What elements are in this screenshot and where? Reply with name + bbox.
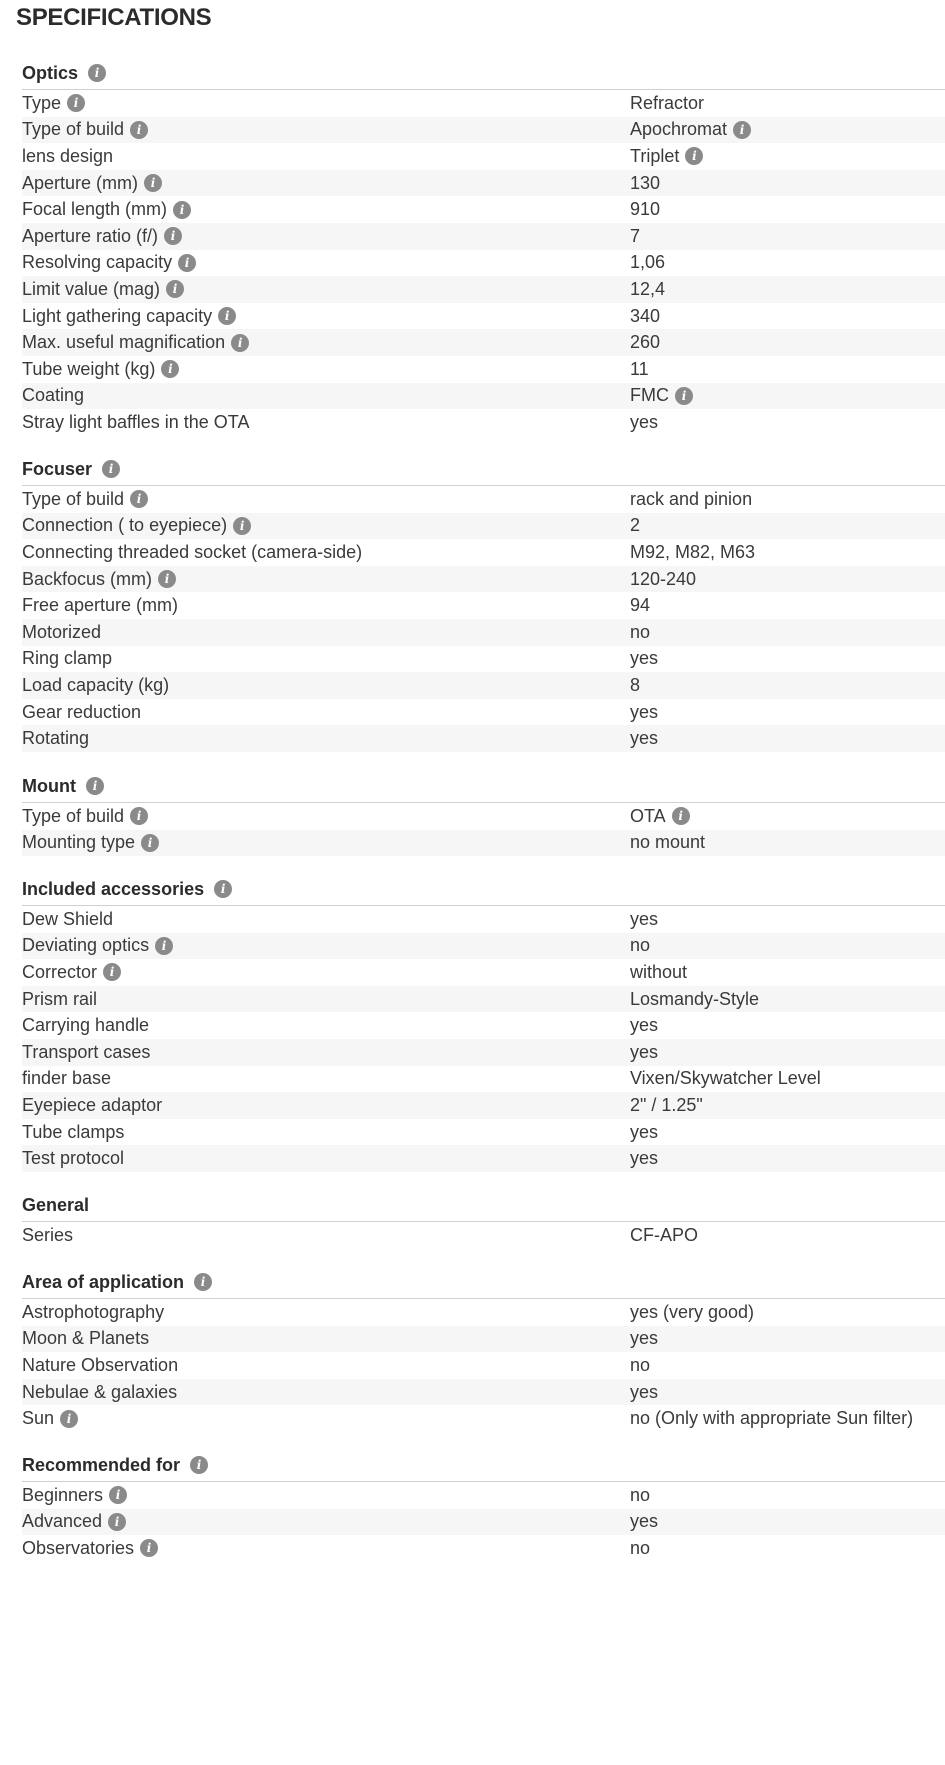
spec-row [22, 725, 945, 752]
spec-value-text: Apochromat [630, 119, 728, 140]
info-icon[interactable]: i [194, 1273, 212, 1291]
info-icon[interactable]: i [140, 1539, 158, 1557]
spec-row [22, 117, 945, 144]
section-heading [22, 1267, 212, 1297]
spec-value [630, 486, 752, 513]
spec-label-text: Light gathering capacity [22, 305, 213, 326]
spec-label [22, 699, 141, 726]
info-icon[interactable]: i [233, 517, 251, 535]
spec-label [22, 1039, 150, 1066]
spec-value-text: FMC [630, 385, 669, 406]
spec-value [630, 1222, 698, 1249]
spec-row [22, 1012, 945, 1039]
spec-label [22, 223, 182, 250]
section-heading-text: Optics [22, 62, 79, 83]
spec-value [630, 1299, 754, 1326]
spec-label-text: Deviating optics [22, 935, 150, 956]
info-icon[interactable]: i [109, 1486, 127, 1504]
spec-label-text: Ring clamp [22, 648, 113, 669]
spec-value [630, 90, 704, 117]
spec-value-text: 8 [630, 674, 641, 695]
spec-value [630, 250, 665, 277]
spec-label [22, 1379, 177, 1406]
spec-value [630, 986, 759, 1013]
info-icon[interactable]: i [178, 254, 196, 272]
spec-label-text: Moon & Planets [22, 1328, 150, 1349]
section-heading [22, 1450, 208, 1480]
section-heading [22, 771, 104, 801]
spec-value-text: no [630, 1537, 651, 1558]
spec-value [630, 592, 650, 619]
spec-rows [22, 803, 945, 856]
spec-value [630, 1405, 913, 1432]
info-icon[interactable]: i [67, 94, 85, 112]
info-icon[interactable]: i [161, 360, 179, 378]
spec-value [630, 276, 665, 303]
spec-value-text: 2" / 1.25" [630, 1094, 703, 1115]
spec-value-text: yes [630, 1511, 659, 1532]
info-icon[interactable]: i [102, 460, 120, 478]
spec-row [22, 1405, 945, 1432]
spec-row [22, 986, 945, 1013]
spec-row [22, 830, 945, 857]
spec-value [630, 619, 650, 646]
spec-row [22, 1299, 945, 1326]
spec-value-text: 340 [630, 305, 661, 326]
info-icon[interactable]: i [130, 121, 148, 139]
spec-label-text: Test protocol [22, 1148, 125, 1169]
spec-value [630, 196, 660, 223]
spec-label [22, 170, 162, 197]
info-icon[interactable]: i [166, 280, 184, 298]
spec-label [22, 143, 113, 170]
spec-label [22, 90, 85, 117]
spec-label [22, 513, 251, 540]
spec-label [22, 486, 148, 513]
spec-value [630, 830, 705, 857]
info-icon[interactable]: i [130, 490, 148, 508]
spec-label [22, 1535, 158, 1562]
info-icon[interactable]: i [158, 570, 176, 588]
spec-label-text: Type of build [22, 805, 125, 826]
spec-value-text: yes [630, 1381, 659, 1402]
spec-label [22, 672, 169, 699]
section-heading [22, 1190, 89, 1220]
info-icon[interactable]: i [231, 334, 249, 352]
spec-label [22, 409, 249, 436]
spec-label-text: Astrophotography [22, 1301, 165, 1322]
spec-value-text: 130 [630, 172, 661, 193]
spec-label-text: Focal length (mm) [22, 199, 168, 220]
info-icon[interactable]: i [173, 201, 191, 219]
spec-value [630, 1535, 650, 1562]
spec-rows [22, 486, 945, 752]
spec-rows [22, 1482, 945, 1562]
spec-label [22, 250, 196, 277]
info-icon[interactable]: i [218, 307, 236, 325]
spec-value-text: yes (very good) [630, 1301, 755, 1322]
spec-row [22, 356, 945, 383]
spec-label [22, 1066, 111, 1093]
spec-row [22, 1535, 945, 1562]
spec-label [22, 1092, 162, 1119]
spec-label [22, 830, 159, 857]
spec-label [22, 356, 179, 383]
spec-label [22, 1145, 124, 1172]
spec-label [22, 117, 148, 144]
spec-value [630, 143, 703, 170]
spec-row [22, 672, 945, 699]
spec-label [22, 1012, 149, 1039]
spec-rows [22, 1299, 945, 1432]
spec-value [630, 223, 640, 250]
spec-label-text: Transport cases [22, 1041, 151, 1062]
spec-label-text: Sun [22, 1408, 55, 1429]
section-heading-text: Recommended for [22, 1454, 181, 1475]
spec-value-text: no [630, 621, 651, 642]
spec-label [22, 276, 184, 303]
spec-row [22, 276, 945, 303]
spec-label [22, 906, 113, 933]
spec-row [22, 1509, 945, 1536]
spec-value [630, 383, 693, 410]
spec-value [630, 1326, 658, 1353]
spec-label-text: Stray light baffles in the OTA [22, 411, 250, 432]
spec-value [630, 1352, 650, 1379]
spec-label [22, 1119, 124, 1146]
spec-label-text: Limit value (mag) [22, 278, 161, 299]
spec-row [22, 1352, 945, 1379]
spec-label [22, 619, 101, 646]
spec-value-text: Losmandy-Style [630, 988, 760, 1009]
spec-value-text: 2 [630, 515, 641, 536]
section-heading [22, 454, 120, 484]
spec-label [22, 959, 121, 986]
section-heading [22, 58, 106, 88]
spec-value-text: Vixen/Skywatcher Level [630, 1068, 821, 1089]
spec-row [22, 223, 945, 250]
spec-label-text: Backfocus (mm) [22, 568, 153, 589]
spec-value [630, 117, 751, 144]
info-icon[interactable]: i [130, 807, 148, 825]
spec-row [22, 906, 945, 933]
info-icon[interactable]: i [164, 227, 182, 245]
spec-value [630, 1066, 821, 1093]
spec-row [22, 699, 945, 726]
spec-value-text: yes [630, 648, 659, 669]
spec-value-text: yes [630, 1015, 659, 1036]
spec-row [22, 90, 945, 117]
info-icon[interactable]: i [60, 1410, 78, 1428]
info-icon[interactable]: i [733, 121, 751, 139]
page-title: SPECIFICATIONS [16, 4, 212, 31]
spec-value-text: 910 [630, 199, 661, 220]
spec-value-text: yes [630, 1148, 659, 1169]
spec-label-text: finder base [22, 1068, 112, 1089]
spec-row [22, 513, 945, 540]
spec-label-text: Series [22, 1224, 74, 1245]
spec-value-text: 1,06 [630, 252, 666, 273]
spec-value-text: 94 [630, 595, 651, 616]
spec-label-text: Type [22, 92, 62, 113]
spec-label-text: Free aperture (mm) [22, 595, 179, 616]
spec-label [22, 196, 191, 223]
spec-row [22, 143, 945, 170]
info-icon[interactable]: i [214, 880, 232, 898]
spec-label-text: Type of build [22, 488, 125, 509]
spec-value [630, 303, 660, 330]
spec-label [22, 592, 178, 619]
info-icon[interactable]: i [144, 174, 162, 192]
spec-label-text: Tube weight (kg) [22, 358, 156, 379]
spec-row [22, 539, 945, 566]
info-icon[interactable]: i [190, 1456, 208, 1474]
spec-value-text: no mount [630, 832, 706, 853]
spec-label-text: Observatories [22, 1537, 135, 1558]
spec-label-text: Advanced [22, 1511, 103, 1532]
spec-row [22, 1379, 945, 1406]
spec-value [630, 672, 640, 699]
spec-label [22, 1326, 149, 1353]
spec-label-text: Connecting threaded socket (camera-side) [22, 541, 363, 562]
spec-value-text: M92, M82, M63 [630, 541, 756, 562]
spec-label-text: Aperture ratio (f/) [22, 225, 159, 246]
spec-value-text: Refractor [630, 92, 705, 113]
spec-value [630, 539, 755, 566]
spec-label-text: Dew Shield [22, 908, 114, 929]
spec-value [630, 513, 640, 540]
spec-row [22, 1145, 945, 1172]
spec-value [630, 1119, 658, 1146]
spec-label-text: Prism rail [22, 988, 97, 1009]
spec-row [22, 933, 945, 960]
spec-value-text: 11 [630, 358, 649, 379]
spec-label [22, 566, 176, 593]
spec-value [630, 1012, 658, 1039]
spec-row [22, 1326, 945, 1353]
spec-label [22, 1222, 73, 1249]
spec-value-text: rack and pinion [630, 488, 753, 509]
spec-value [630, 170, 660, 197]
spec-row [22, 566, 945, 593]
spec-value-text: yes [630, 1041, 659, 1062]
spec-value [630, 803, 690, 830]
spec-label [22, 986, 97, 1013]
spec-value-text: yes [630, 1121, 659, 1142]
spec-value [630, 725, 658, 752]
section-heading-text: Included accessories [22, 878, 205, 899]
spec-value [630, 1092, 703, 1119]
spec-value-text: yes [630, 908, 659, 929]
spec-label [22, 1405, 78, 1432]
spec-row [22, 170, 945, 197]
spec-row [22, 959, 945, 986]
spec-value-text: Triplet [630, 145, 680, 166]
spec-row [22, 196, 945, 223]
spec-row [22, 1066, 945, 1093]
spec-value-text: yes [630, 411, 659, 432]
spec-value [630, 1145, 658, 1172]
spec-value-text: no [630, 1484, 651, 1505]
spec-value-text: OTA [630, 805, 666, 826]
spec-value [630, 329, 660, 356]
spec-rows [22, 906, 945, 1172]
spec-value-text: 12,4 [630, 278, 666, 299]
spec-label-text: Carrying handle [22, 1015, 150, 1036]
info-icon[interactable]: i [685, 147, 703, 165]
spec-value-text: 120-240 [630, 568, 697, 589]
section-heading-text: Focuser [22, 458, 93, 479]
info-icon[interactable]: i [155, 937, 173, 955]
spec-row [22, 619, 945, 646]
spec-label-text: Tube clamps [22, 1121, 125, 1142]
spec-label-text: Coating [22, 385, 85, 406]
spec-value [630, 1482, 650, 1509]
spec-value-text: yes [630, 728, 659, 749]
spec-label-text: Aperture (mm) [22, 172, 139, 193]
spec-label-text: Eyepiece adaptor [22, 1094, 163, 1115]
spec-row [22, 486, 945, 513]
spec-label-text: Resolving capacity [22, 252, 173, 273]
spec-value [630, 646, 658, 673]
spec-label-text: Gear reduction [22, 701, 142, 722]
info-icon[interactable]: i [108, 1513, 126, 1531]
info-icon[interactable]: i [675, 387, 693, 405]
spec-value-text: no [630, 1354, 651, 1375]
spec-row [22, 329, 945, 356]
spec-label [22, 303, 236, 330]
spec-row [22, 1119, 945, 1146]
spec-label-text: Motorized [22, 621, 102, 642]
spec-value [630, 699, 658, 726]
spec-row [22, 383, 945, 410]
spec-value [630, 959, 687, 986]
spec-label-text: Beginners [22, 1484, 104, 1505]
spec-label-text: Corrector [22, 961, 98, 982]
spec-row [22, 1222, 945, 1249]
info-icon[interactable]: i [88, 64, 106, 82]
info-icon[interactable]: i [672, 807, 690, 825]
info-icon[interactable]: i [141, 834, 159, 852]
spec-label [22, 329, 249, 356]
spec-value [630, 906, 658, 933]
spec-label [22, 383, 84, 410]
spec-label [22, 1482, 127, 1509]
spec-label-text: Rotating [22, 728, 90, 749]
spec-label-text: Type of build [22, 119, 125, 140]
spec-row [22, 646, 945, 673]
spec-label [22, 646, 112, 673]
spec-row [22, 409, 945, 436]
spec-value-text: no [630, 935, 651, 956]
spec-row [22, 803, 945, 830]
spec-label-text: Mounting type [22, 832, 136, 853]
spec-row [22, 250, 945, 277]
spec-value [630, 1379, 658, 1406]
spec-row [22, 592, 945, 619]
info-icon[interactable]: i [103, 963, 121, 981]
section-heading-text: Mount [22, 775, 76, 796]
spec-label-text: Nature Observation [22, 1354, 179, 1375]
spec-value-text: yes [630, 1328, 659, 1349]
spec-value [630, 1039, 658, 1066]
spec-rows [22, 1222, 945, 1249]
spec-label [22, 1352, 178, 1379]
spec-value [630, 566, 696, 593]
spec-value [630, 1509, 658, 1536]
spec-label-text: Nebulae & galaxies [22, 1381, 178, 1402]
spec-value-text: no (Only with appropriate Sun filter) [630, 1408, 914, 1429]
spec-value [630, 356, 649, 383]
spec-value-text: yes [630, 701, 659, 722]
section-heading-text: General [22, 1194, 90, 1215]
spec-label-text: Max. useful magnification [22, 332, 226, 353]
spec-label [22, 539, 362, 566]
spec-rows [22, 90, 945, 436]
spec-label [22, 725, 89, 752]
spec-label-text: lens design [22, 145, 114, 166]
info-icon[interactable]: i [86, 777, 104, 795]
spec-label-text: Connection ( to eyepiece) [22, 515, 228, 536]
spec-value-text: 260 [630, 332, 661, 353]
spec-row [22, 1092, 945, 1119]
spec-label [22, 933, 173, 960]
spec-value-text: 7 [630, 225, 641, 246]
spec-value-text: without [630, 961, 688, 982]
spec-row [22, 1039, 945, 1066]
spec-row [22, 303, 945, 330]
section-heading-text: Area of application [22, 1271, 185, 1292]
spec-value-text: CF-APO [630, 1224, 699, 1245]
spec-label [22, 1509, 126, 1536]
spec-label [22, 1299, 164, 1326]
spec-label [22, 803, 148, 830]
section-heading [22, 874, 232, 904]
spec-label-text: Load capacity (kg) [22, 674, 170, 695]
spec-row [22, 1482, 945, 1509]
spec-value [630, 409, 658, 436]
spec-value [630, 933, 650, 960]
